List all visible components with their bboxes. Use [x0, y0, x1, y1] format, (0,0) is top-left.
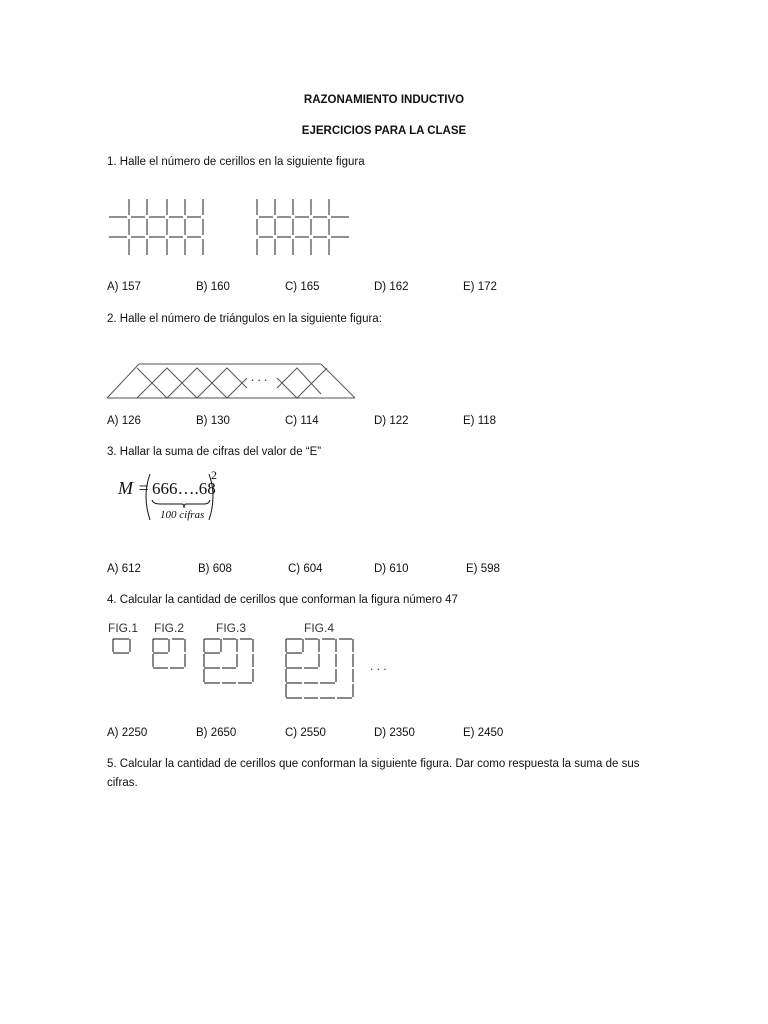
- formula-number: 666….68: [152, 479, 216, 498]
- q1-option-a: A) 157: [107, 281, 141, 293]
- band-ellipsis: . . .: [251, 369, 268, 384]
- q3-option-e: E) 598: [466, 563, 500, 575]
- question-3-text: 3. Hallar la suma de cifras del valor de “E”: [107, 446, 322, 458]
- q2-option-a: A) 126: [107, 415, 141, 427]
- q3-option-d: D) 610: [374, 563, 409, 575]
- q4-option-e: E) 2450: [463, 727, 504, 739]
- grid-right-block: [257, 199, 349, 255]
- matchstick-grid-figure: [105, 197, 355, 257]
- q1-option-e: E) 172: [463, 281, 497, 293]
- underbrace: [152, 500, 210, 508]
- q4-option-a: A) 2250: [107, 727, 148, 739]
- triangle-band-figure: [105, 360, 357, 400]
- q2-option-e: E) 118: [463, 415, 497, 427]
- q4-option-d: D) 2350: [374, 727, 415, 739]
- question-5-text-line1: 5. Calcular la cantidad de cerillos que conforman la siguiente figura. Dar como respuesta la suma de sus: [107, 758, 640, 770]
- question-2-text: 2. Halle el número de triángulos en la siguiente figura:: [107, 313, 382, 325]
- q3-option-a: A) 612: [107, 563, 141, 575]
- fig-1: [113, 639, 130, 653]
- sequence-ellipsis: . . .: [370, 659, 387, 673]
- grid-left-block: [109, 199, 203, 255]
- fig-4-label: FIG.4: [304, 621, 335, 635]
- matchstick-sequence-figure: [106, 620, 406, 704]
- formula-lhs: M =: [118, 478, 150, 498]
- q3-option-b: B) 608: [198, 563, 232, 575]
- fig-4: [286, 639, 353, 698]
- document-subtitle: EJERCICIOS PARA LA CLASE: [301, 125, 467, 137]
- q1-option-c: C) 165: [285, 281, 320, 293]
- fig-1-label: FIG.1: [108, 621, 139, 635]
- q2-option-c: C) 114: [285, 415, 319, 427]
- formula-block: [112, 466, 232, 528]
- q1-option-d: D) 162: [374, 281, 409, 293]
- q3-option-c: C) 604: [288, 563, 323, 575]
- fig-2-label: FIG.2: [154, 621, 185, 635]
- formula-exponent: 2: [211, 468, 217, 482]
- document-title: RAZONAMIENTO INDUCTIVO: [303, 94, 465, 106]
- question-1-text: 1. Halle el número de cerillos en la siguiente figura: [107, 156, 365, 168]
- fig-3-label: FIG.3: [216, 621, 247, 635]
- q1-option-b: B) 160: [196, 281, 230, 293]
- fig-3: [204, 639, 253, 683]
- q2-option-d: D) 122: [374, 415, 409, 427]
- q2-option-b: B) 130: [196, 415, 230, 427]
- q4-option-b: B) 2650: [196, 727, 237, 739]
- formula-under-label: 100 cifras: [160, 509, 205, 521]
- question-5-text-line2: cifras.: [107, 777, 138, 789]
- q4-option-c: C) 2550: [285, 727, 326, 739]
- fig-2: [153, 639, 185, 668]
- question-4-text: 4. Calcular la cantidad de cerillos que conforman la figura número 47: [107, 594, 458, 606]
